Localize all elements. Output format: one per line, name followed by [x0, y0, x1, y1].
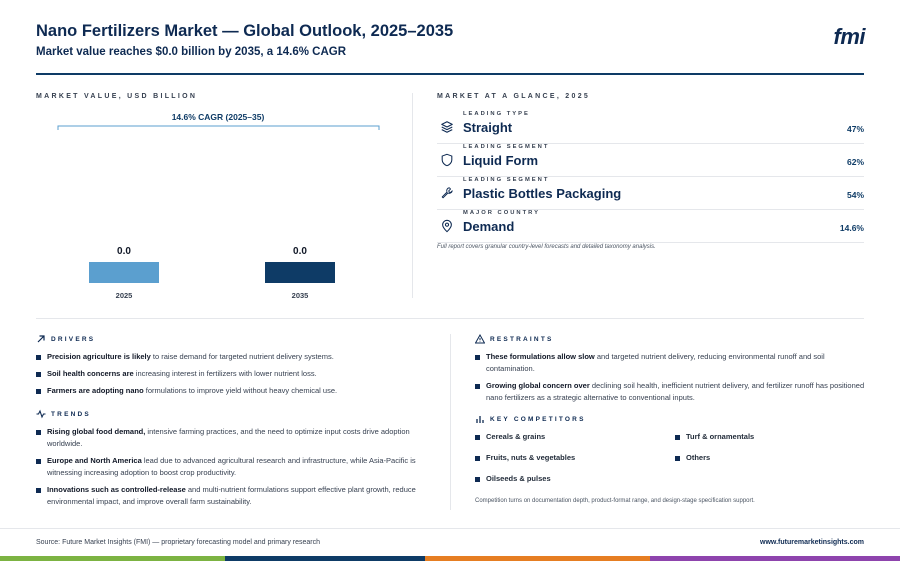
- glance-value: 14.6%: [839, 223, 864, 233]
- competitors-label: KEY COMPETITORS: [490, 415, 586, 423]
- bar-2025: [89, 262, 159, 283]
- page-title: Nano Fertilizers Market — Global Outlook, 2025–2035: [36, 22, 454, 40]
- competitors-header: [475, 414, 586, 424]
- header-divider: [36, 73, 864, 75]
- footer-divider: [0, 528, 900, 529]
- glance-value: 54%: [846, 190, 864, 200]
- glance-name: Demand: [463, 219, 515, 234]
- color-band-2: [225, 556, 425, 561]
- location-pin-icon: [440, 219, 454, 233]
- market-value-chart: [36, 105, 406, 305]
- color-band-4: [650, 556, 900, 561]
- layers-icon: [440, 120, 454, 134]
- competitor-item: Fruits, nuts & vegetables: [475, 453, 575, 462]
- bar-value-label: 0.0: [117, 246, 131, 257]
- restraint-item: These formulations allow slow and targeted nutrient delivery, reducing environmental runoff and soil contamination.: [475, 351, 865, 375]
- glance-kicker: MAJOR COUNTRY: [463, 210, 540, 216]
- glance-name: Straight: [463, 120, 513, 135]
- glance-row-form: [437, 144, 864, 177]
- competitor-item: Oilseeds & pulses: [475, 474, 551, 483]
- glance-value: 62%: [846, 157, 864, 167]
- restraint-item: Growing global concern over declining soil health, inefficient nutrient delivery, and fertilizer runoff has positioned nano fertilizers as a strategic alternative to conventional inputs.: [475, 380, 865, 404]
- cagr-bracket: [58, 126, 379, 130]
- competitors-note: Competition turns on documentation depth, product-format range, and design-stage specification support.: [475, 498, 755, 504]
- competitor-item: Cereals & grains: [475, 432, 545, 441]
- restraints-label: RESTRAINTS: [490, 335, 554, 343]
- cagr-annotation: 14.6% CAGR (2025–35): [171, 112, 265, 122]
- glance-name: Liquid Form: [463, 153, 539, 168]
- section-divider: [450, 334, 451, 510]
- trend-item: Europe and North America lead due to advanced agricultural research and infrastructure, while Asia-Pacific is witnessing increasing adoption to boost crop productivity.: [36, 455, 431, 479]
- bar-value-label: 0.0: [293, 246, 307, 257]
- bar-category-label: 2035: [291, 291, 309, 300]
- page-subtitle: Market value reaches $0.0 billion by 2035, a 14.6% CAGR: [36, 46, 347, 58]
- driver-item: Farmers are adopting nano formulations to improve yield without heavy chemical use.: [36, 385, 436, 397]
- driver-item: Soil health concerns are increasing interest in fertilizers with lower nutrient loss.: [36, 368, 436, 380]
- fmi-logo[interactable]: fmi: [833, 24, 865, 49]
- glance-row-country: [437, 210, 864, 243]
- color-band-1: [0, 556, 225, 561]
- glance-row-type: [437, 111, 864, 144]
- competitor-item: Turf & ornamentals: [675, 432, 754, 441]
- glance-name: Plastic Bottles Packaging: [463, 186, 622, 201]
- trends-header: [36, 409, 91, 419]
- warning-icon: [475, 334, 485, 344]
- glance-value: 47%: [846, 124, 864, 134]
- glance-kicker: LEADING SEGMENT: [463, 144, 550, 150]
- website-link[interactable]: www.futuremarketinsights.com: [760, 539, 864, 546]
- trends-label: TRENDS: [51, 410, 91, 418]
- trend-item: Rising global food demand, intensive farming practices, and the need to optimize input costs drive adoption worldwide.: [36, 426, 431, 450]
- restraints-header: [475, 334, 554, 344]
- drivers-header: [36, 334, 95, 344]
- glance-kicker: LEADING TYPE: [463, 111, 530, 117]
- color-band-3: [425, 556, 650, 561]
- drivers-label: DRIVERS: [51, 335, 96, 343]
- section-divider: [412, 93, 413, 298]
- bar-chart-icon: [475, 414, 485, 424]
- competitor-item: Others: [675, 453, 710, 462]
- glance-row-packaging: [437, 177, 864, 210]
- trend-item: Innovations such as controlled-release and multi-nutrient formulations support effective plant growth, reduce environmental impact, and improve overall farm sustainability.: [36, 484, 431, 508]
- source-note: Source: Future Market Insights (FMI) — proprietary forecasting model and primary research: [36, 539, 320, 546]
- glance-kicker: LEADING SEGMENT: [463, 177, 550, 183]
- arrow-up-right-icon: [36, 334, 46, 344]
- chart-section-label: MARKET VALUE, USD BILLION: [36, 93, 198, 100]
- wrench-icon: [440, 186, 454, 200]
- glance-section-label: MARKET AT A GLANCE, 2025: [437, 93, 591, 100]
- section-divider: [36, 318, 864, 319]
- glance-note: Full report covers granular country-level forecasts and detailed taxonomy analysis.: [437, 244, 656, 250]
- bar-category-label: 2025: [115, 291, 133, 300]
- pulse-icon: [36, 409, 46, 419]
- bar-2035: [265, 262, 335, 283]
- shield-icon: [440, 153, 454, 167]
- driver-item: Precision agriculture is likely to raise demand for targeted nutrient delivery systems.: [36, 351, 436, 363]
